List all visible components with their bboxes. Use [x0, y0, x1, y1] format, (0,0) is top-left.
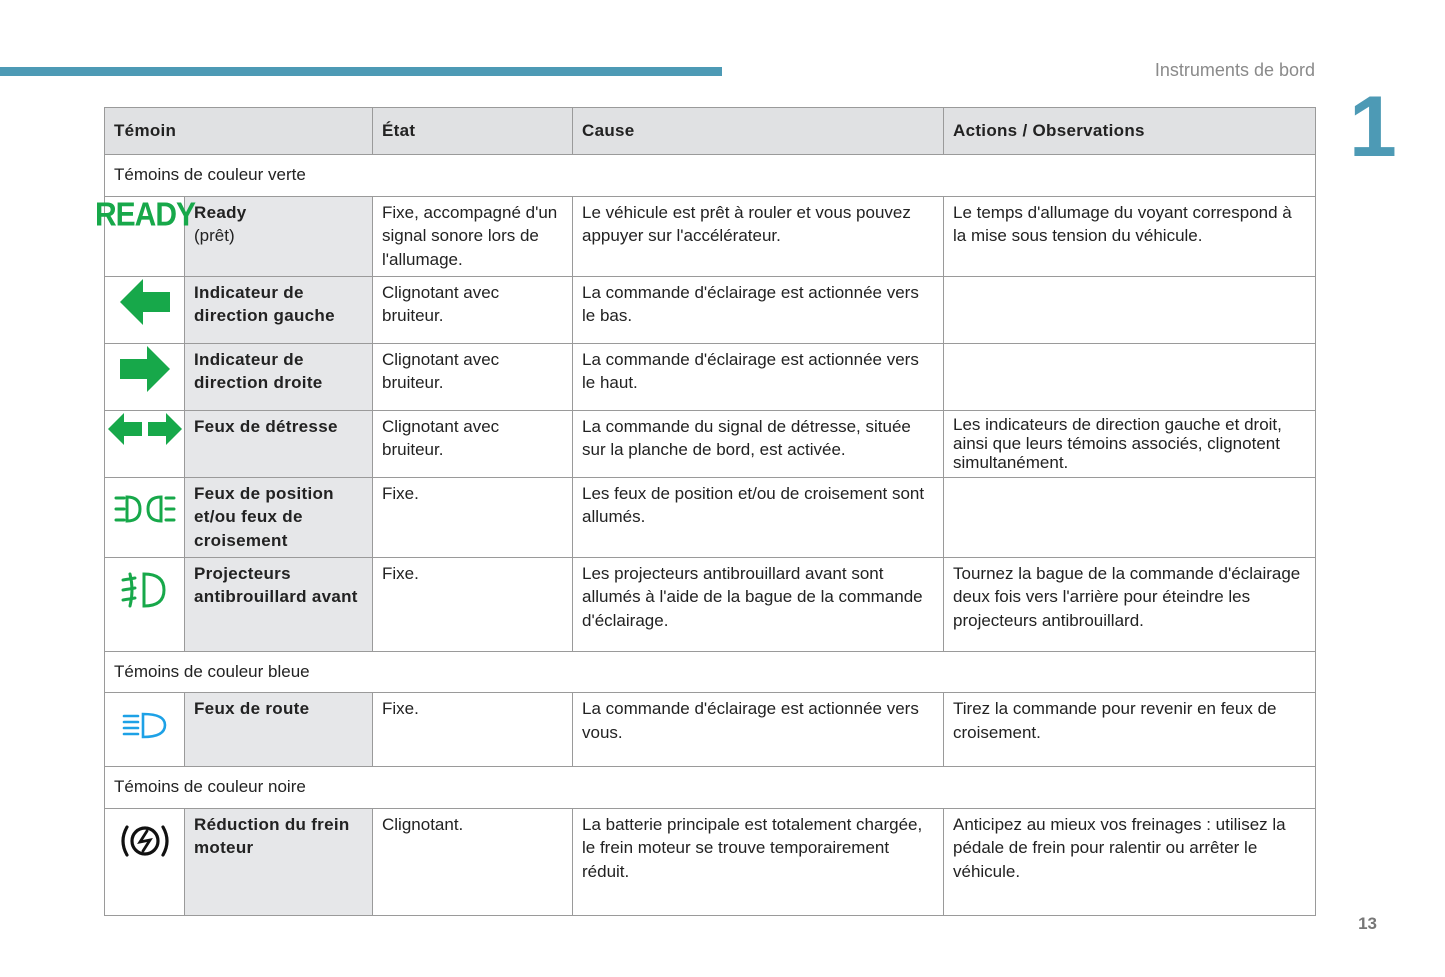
- regen-brake-icon: [117, 819, 173, 863]
- ready-icon: [94, 194, 195, 233]
- state-cell: Clignotant.: [373, 808, 573, 915]
- icon-cell: [105, 343, 185, 410]
- state-cell: Fixe.: [373, 557, 573, 651]
- icon-cell: [105, 410, 185, 477]
- table-row: [105, 343, 1316, 410]
- state-cell: Clignotant avec bruiteur.: [373, 343, 573, 410]
- table-row: [105, 557, 1316, 651]
- cause-cell: La commande d'éclairage est actionnée vers le haut.: [573, 343, 944, 410]
- left-arrow-icon: [118, 277, 172, 327]
- light-name: Projecteurs antibrouillard avant: [185, 557, 373, 651]
- icon-cell: [105, 276, 185, 343]
- light-name-sub: (prêt): [194, 226, 235, 245]
- table-row: [105, 693, 1316, 767]
- section-title: Instruments de bord: [1154, 60, 1315, 80]
- icon-cell: [105, 808, 185, 915]
- action-cell: Anticipez au mieux vos freinages : utilisez la pédale de frein pour ralentir ou arrêter le véhicule.: [944, 808, 1316, 915]
- section-title-black: Témoins de couleur noire: [105, 767, 1316, 809]
- action-cell: [944, 343, 1316, 410]
- section-row: [105, 651, 1316, 693]
- cause-cell: La commande d'éclairage est actionnée vers vous.: [573, 693, 944, 767]
- table-row: [105, 196, 1316, 276]
- header-accent-bar: [0, 67, 722, 76]
- light-name: Réduction du frein moteur: [185, 808, 373, 915]
- cause-cell: Le véhicule est prêt à rouler et vous pouvez appuyer sur l'accélérateur.: [573, 196, 944, 276]
- position-lights-icon: [114, 492, 176, 526]
- cause-cell: La commande d'éclairage est actionnée vers le bas.: [573, 276, 944, 343]
- svg-text:READY: READY: [94, 194, 195, 233]
- light-name: Indicateur de direction droite: [185, 343, 373, 410]
- front-fog-icon: [120, 570, 170, 610]
- light-name-label: Ready: [194, 202, 247, 222]
- chapter-number: 1: [1349, 79, 1397, 175]
- table-row: [105, 477, 1316, 557]
- state-cell: Fixe, accompagné d'un signal sonore lors de l'allumage.: [373, 196, 573, 276]
- state-cell: Fixe.: [373, 693, 573, 767]
- column-header-etat: État: [373, 108, 573, 155]
- cause-cell: La batterie principale est totalement chargée, le frein moteur se trouve temporairement réduit.: [573, 808, 944, 915]
- light-name: Feux de route: [185, 693, 373, 767]
- light-name: Feux de position et/ou feux de croisement: [185, 477, 373, 557]
- action-cell: Tournez la bague de la commande d'éclairage deux fois vers l'arrière pour éteindre les projecteurs antibrouillard.: [944, 557, 1316, 651]
- column-header-temoin: Témoin: [105, 108, 373, 155]
- right-arrow-icon: [118, 344, 172, 394]
- high-beam-icon: [120, 711, 170, 741]
- light-name: Indicateur de direction gauche: [185, 276, 373, 343]
- state-cell: Clignotant avec bruiteur.: [373, 410, 573, 477]
- hazard-arrows-icon: [107, 411, 183, 447]
- table-row: [105, 276, 1316, 343]
- action-cell: [944, 276, 1316, 343]
- column-header-actions: Actions / Observations: [944, 108, 1316, 155]
- cause-cell: Les projecteurs antibrouillard avant sont allumés à l'aide de la bague de la commande d'éclairage.: [573, 557, 944, 651]
- section-title-green: Témoins de couleur verte: [105, 155, 1316, 197]
- light-name: [185, 196, 373, 276]
- action-cell: Tirez la commande pour revenir en feux de croisement.: [944, 693, 1316, 767]
- state-cell: Clignotant avec bruiteur.: [373, 276, 573, 343]
- cause-cell: La commande du signal de détresse, située sur la planche de bord, est activée.: [573, 410, 944, 477]
- warning-lights-table: [94, 107, 1316, 916]
- action-cell: Les indicateurs de direction gauche et droit, ainsi que leurs témoins associés, clignotent simultanément.: [944, 410, 1316, 477]
- icon-cell: [105, 557, 185, 651]
- page-number: 13: [1358, 914, 1377, 933]
- table-row: [105, 808, 1316, 915]
- section-title-blue: Témoins de couleur bleue: [105, 651, 1316, 693]
- state-cell: Fixe.: [373, 477, 573, 557]
- icon-cell: [94, 194, 195, 276]
- table-row: [105, 410, 1316, 477]
- table-header-row: [105, 108, 1316, 155]
- action-cell: [944, 477, 1316, 557]
- action-cell: Le temps d'allumage du voyant correspond à la mise sous tension du véhicule.: [944, 196, 1316, 276]
- icon-cell: [105, 477, 185, 557]
- section-row: [105, 155, 1316, 197]
- icon-cell: [105, 693, 185, 767]
- column-header-cause: Cause: [573, 108, 944, 155]
- cause-cell: Les feux de position et/ou de croisement sont allumés.: [573, 477, 944, 557]
- light-name: Feux de détresse: [185, 410, 373, 477]
- section-row: [105, 767, 1316, 809]
